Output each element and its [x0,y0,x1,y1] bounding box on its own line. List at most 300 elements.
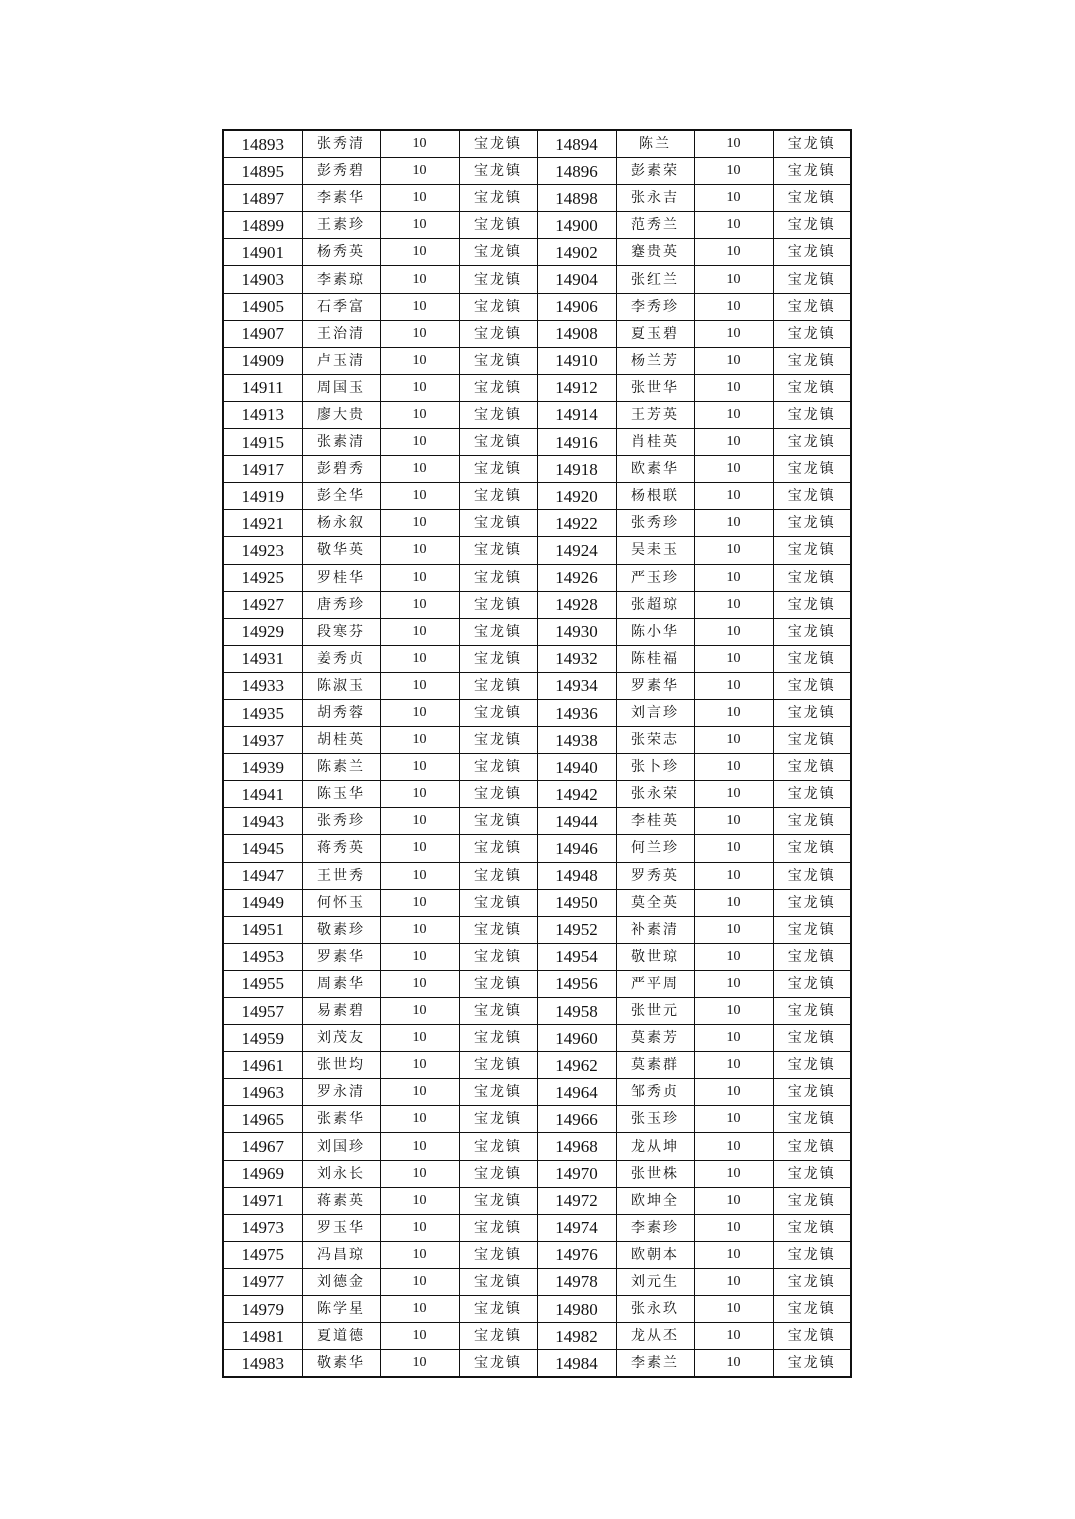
person-name-cell: 刘德金 [302,1268,380,1295]
amount-cell: 10 [380,618,459,645]
record-id-cell: 14982 [537,1323,616,1350]
person-name-cell: 李素兰 [616,1350,694,1378]
record-id-cell: 14974 [537,1214,616,1241]
amount-cell: 10 [694,130,773,158]
person-name-cell: 罗玉华 [302,1214,380,1241]
record-id-cell: 14950 [537,889,616,916]
amount-cell: 10 [380,1160,459,1187]
town-name-cell: 宝龙镇 [459,943,537,970]
record-id-cell: 14927 [223,591,302,618]
town-name-cell: 宝龙镇 [459,781,537,808]
town-name-cell: 宝龙镇 [773,645,851,672]
table-row [223,998,851,1025]
amount-cell: 10 [694,510,773,537]
table-row [223,130,851,158]
town-name-cell: 宝龙镇 [773,1241,851,1268]
record-id-cell: 14964 [537,1079,616,1106]
town-name-cell: 宝龙镇 [459,320,537,347]
amount-cell: 10 [380,1133,459,1160]
record-id-cell: 14902 [537,239,616,266]
person-name-cell: 易素碧 [302,998,380,1025]
amount-cell: 10 [380,1268,459,1295]
amount-cell: 10 [694,998,773,1025]
person-name-cell: 敬世琼 [616,943,694,970]
person-name-cell: 杨秀英 [302,239,380,266]
record-id-cell: 14930 [537,618,616,645]
record-id-cell: 14962 [537,1052,616,1079]
table-row [223,1106,851,1133]
table-row [223,374,851,401]
record-id-cell: 14956 [537,970,616,997]
person-name-cell: 严平周 [616,970,694,997]
person-name-cell: 罗素华 [302,943,380,970]
person-name-cell: 王治清 [302,320,380,347]
amount-cell: 10 [694,672,773,699]
person-name-cell: 张永荣 [616,781,694,808]
town-name-cell: 宝龙镇 [459,293,537,320]
amount-cell: 10 [380,862,459,889]
person-name-cell: 莫素群 [616,1052,694,1079]
record-id-cell: 14966 [537,1106,616,1133]
record-id-cell: 14983 [223,1350,302,1378]
town-name-cell: 宝龙镇 [459,1350,537,1378]
person-name-cell: 彭全华 [302,483,380,510]
table-row [223,1241,851,1268]
table-row [223,158,851,185]
amount-cell: 10 [694,1323,773,1350]
town-name-cell: 宝龙镇 [773,1214,851,1241]
table-row [223,618,851,645]
record-id-cell: 14945 [223,835,302,862]
person-name-cell: 周素华 [302,970,380,997]
amount-cell: 10 [380,320,459,347]
person-name-cell: 陈桂福 [616,645,694,672]
amount-cell: 10 [380,1350,459,1378]
person-name-cell: 姜秀贞 [302,645,380,672]
record-id-cell: 14960 [537,1025,616,1052]
town-name-cell: 宝龙镇 [459,1133,537,1160]
person-name-cell: 敬素华 [302,1350,380,1378]
person-name-cell: 石季富 [302,293,380,320]
table-row [223,456,851,483]
town-name-cell: 宝龙镇 [773,374,851,401]
amount-cell: 10 [380,1323,459,1350]
person-name-cell: 陈小华 [616,618,694,645]
town-name-cell: 宝龙镇 [773,564,851,591]
table-row [223,185,851,212]
town-name-cell: 宝龙镇 [773,835,851,862]
amount-cell: 10 [380,158,459,185]
town-name-cell: 宝龙镇 [773,889,851,916]
amount-cell: 10 [694,1268,773,1295]
record-id-cell: 14944 [537,808,616,835]
table-row [223,320,851,347]
town-name-cell: 宝龙镇 [773,1296,851,1323]
person-name-cell: 彭秀碧 [302,158,380,185]
person-name-cell: 刘元生 [616,1268,694,1295]
town-name-cell: 宝龙镇 [773,266,851,293]
person-name-cell: 张荣志 [616,727,694,754]
amount-cell: 10 [694,1296,773,1323]
amount-cell: 10 [380,374,459,401]
table-row [223,862,851,889]
amount-cell: 10 [694,537,773,564]
town-name-cell: 宝龙镇 [459,672,537,699]
record-id-cell: 14957 [223,998,302,1025]
record-id-cell: 14938 [537,727,616,754]
table-row [223,1268,851,1295]
amount-cell: 10 [694,374,773,401]
record-id-cell: 14965 [223,1106,302,1133]
person-name-cell: 蒋秀英 [302,835,380,862]
amount-cell: 10 [380,1241,459,1268]
table-row [223,916,851,943]
amount-cell: 10 [694,1025,773,1052]
town-name-cell: 宝龙镇 [773,239,851,266]
amount-cell: 10 [380,239,459,266]
amount-cell: 10 [694,1241,773,1268]
person-name-cell: 刘国珍 [302,1133,380,1160]
amount-cell: 10 [694,429,773,456]
record-id-cell: 14972 [537,1187,616,1214]
person-name-cell: 张永吉 [616,185,694,212]
amount-cell: 10 [694,320,773,347]
town-name-cell: 宝龙镇 [459,510,537,537]
town-name-cell: 宝龙镇 [773,510,851,537]
town-name-cell: 宝龙镇 [773,456,851,483]
amount-cell: 10 [694,564,773,591]
town-name-cell: 宝龙镇 [773,212,851,239]
table-row [223,808,851,835]
amount-cell: 10 [694,1079,773,1106]
record-id-cell: 14939 [223,754,302,781]
person-name-cell: 杨根联 [616,483,694,510]
amount-cell: 10 [380,1296,459,1323]
roster-body [223,130,851,1377]
town-name-cell: 宝龙镇 [459,483,537,510]
town-name-cell: 宝龙镇 [773,347,851,374]
person-name-cell: 张玉珍 [616,1106,694,1133]
amount-cell: 10 [380,266,459,293]
town-name-cell: 宝龙镇 [459,645,537,672]
record-id-cell: 14920 [537,483,616,510]
record-id-cell: 14969 [223,1160,302,1187]
person-name-cell: 邹秀贞 [616,1079,694,1106]
table-row [223,401,851,428]
table-row [223,727,851,754]
person-name-cell: 陈淑玉 [302,672,380,699]
town-name-cell: 宝龙镇 [773,808,851,835]
town-name-cell: 宝龙镇 [459,916,537,943]
record-id-cell: 14978 [537,1268,616,1295]
record-id-cell: 14919 [223,483,302,510]
person-name-cell: 王世秀 [302,862,380,889]
record-id-cell: 14941 [223,781,302,808]
amount-cell: 10 [380,429,459,456]
town-name-cell: 宝龙镇 [459,212,537,239]
amount-cell: 10 [380,591,459,618]
town-name-cell: 宝龙镇 [773,1079,851,1106]
table-row [223,564,851,591]
amount-cell: 10 [380,1187,459,1214]
record-id-cell: 14970 [537,1160,616,1187]
table-row [223,781,851,808]
town-name-cell: 宝龙镇 [459,158,537,185]
record-id-cell: 14910 [537,347,616,374]
town-name-cell: 宝龙镇 [773,672,851,699]
record-id-cell: 14940 [537,754,616,781]
amount-cell: 10 [380,889,459,916]
record-id-cell: 14968 [537,1133,616,1160]
record-id-cell: 14975 [223,1241,302,1268]
table-row [223,293,851,320]
person-name-cell: 严玉珍 [616,564,694,591]
town-name-cell: 宝龙镇 [773,862,851,889]
town-name-cell: 宝龙镇 [459,1296,537,1323]
person-name-cell: 李素琼 [302,266,380,293]
record-id-cell: 14953 [223,943,302,970]
table-row [223,699,851,726]
town-name-cell: 宝龙镇 [459,1187,537,1214]
person-name-cell: 张秀清 [302,130,380,158]
table-row [223,672,851,699]
town-name-cell: 宝龙镇 [773,1025,851,1052]
amount-cell: 10 [380,943,459,970]
record-id-cell: 14923 [223,537,302,564]
amount-cell: 10 [694,185,773,212]
town-name-cell: 宝龙镇 [459,618,537,645]
town-name-cell: 宝龙镇 [459,1079,537,1106]
person-name-cell: 欧朝本 [616,1241,694,1268]
table-row [223,1133,851,1160]
town-name-cell: 宝龙镇 [773,943,851,970]
record-id-cell: 14961 [223,1052,302,1079]
amount-cell: 10 [694,699,773,726]
amount-cell: 10 [694,1106,773,1133]
person-name-cell: 莫全英 [616,889,694,916]
person-name-cell: 补素清 [616,916,694,943]
record-id-cell: 14907 [223,320,302,347]
amount-cell: 10 [380,401,459,428]
amount-cell: 10 [694,293,773,320]
person-name-cell: 欧坤全 [616,1187,694,1214]
record-id-cell: 14979 [223,1296,302,1323]
record-id-cell: 14963 [223,1079,302,1106]
record-id-cell: 14911 [223,374,302,401]
person-name-cell: 刘言珍 [616,699,694,726]
person-name-cell: 张世均 [302,1052,380,1079]
town-name-cell: 宝龙镇 [773,699,851,726]
town-name-cell: 宝龙镇 [459,754,537,781]
person-name-cell: 欧素华 [616,456,694,483]
amount-cell: 10 [380,808,459,835]
town-name-cell: 宝龙镇 [773,618,851,645]
person-name-cell: 夏道德 [302,1323,380,1350]
town-name-cell: 宝龙镇 [773,970,851,997]
record-id-cell: 14931 [223,645,302,672]
table-row [223,429,851,456]
town-name-cell: 宝龙镇 [773,429,851,456]
town-name-cell: 宝龙镇 [773,1106,851,1133]
amount-cell: 10 [694,1133,773,1160]
amount-cell: 10 [694,1350,773,1378]
amount-cell: 10 [380,1079,459,1106]
town-name-cell: 宝龙镇 [773,727,851,754]
record-id-cell: 14929 [223,618,302,645]
town-name-cell: 宝龙镇 [459,1214,537,1241]
person-name-cell: 卢玉清 [302,347,380,374]
record-id-cell: 14904 [537,266,616,293]
amount-cell: 10 [694,212,773,239]
record-id-cell: 14916 [537,429,616,456]
record-id-cell: 14908 [537,320,616,347]
amount-cell: 10 [694,781,773,808]
amount-cell: 10 [380,185,459,212]
table-row [223,1214,851,1241]
town-name-cell: 宝龙镇 [459,374,537,401]
town-name-cell: 宝龙镇 [459,429,537,456]
town-name-cell: 宝龙镇 [459,1241,537,1268]
amount-cell: 10 [694,862,773,889]
record-id-cell: 14899 [223,212,302,239]
person-name-cell: 龙从丕 [616,1323,694,1350]
amount-cell: 10 [694,1187,773,1214]
amount-cell: 10 [694,591,773,618]
record-id-cell: 14933 [223,672,302,699]
town-name-cell: 宝龙镇 [773,781,851,808]
table-row [223,1160,851,1187]
town-name-cell: 宝龙镇 [773,158,851,185]
table-row [223,537,851,564]
table-row [223,591,851,618]
record-id-cell: 14955 [223,970,302,997]
record-id-cell: 14893 [223,130,302,158]
person-name-cell: 夏玉碧 [616,320,694,347]
record-id-cell: 14901 [223,239,302,266]
town-name-cell: 宝龙镇 [459,185,537,212]
amount-cell: 10 [380,293,459,320]
record-id-cell: 14894 [537,130,616,158]
person-name-cell: 肖桂英 [616,429,694,456]
town-name-cell: 宝龙镇 [459,456,537,483]
person-name-cell: 陈素兰 [302,754,380,781]
table-row [223,1323,851,1350]
record-id-cell: 14935 [223,699,302,726]
record-id-cell: 14917 [223,456,302,483]
record-id-cell: 14973 [223,1214,302,1241]
person-name-cell: 罗素华 [616,672,694,699]
record-id-cell: 14915 [223,429,302,456]
record-id-cell: 14954 [537,943,616,970]
table-row [223,483,851,510]
town-name-cell: 宝龙镇 [459,591,537,618]
town-name-cell: 宝龙镇 [773,401,851,428]
table-row [223,645,851,672]
person-name-cell: 张永玖 [616,1296,694,1323]
record-id-cell: 14946 [537,835,616,862]
person-name-cell: 陈玉华 [302,781,380,808]
amount-cell: 10 [694,401,773,428]
amount-cell: 10 [694,916,773,943]
record-id-cell: 14909 [223,347,302,374]
town-name-cell: 宝龙镇 [459,239,537,266]
table-row [223,239,851,266]
record-id-cell: 14898 [537,185,616,212]
town-name-cell: 宝龙镇 [459,1323,537,1350]
town-name-cell: 宝龙镇 [459,266,537,293]
person-name-cell: 吴耒玉 [616,537,694,564]
record-id-cell: 14926 [537,564,616,591]
town-name-cell: 宝龙镇 [459,347,537,374]
amount-cell: 10 [380,699,459,726]
town-name-cell: 宝龙镇 [773,1052,851,1079]
person-name-cell: 张素清 [302,429,380,456]
person-name-cell: 彭碧秀 [302,456,380,483]
person-name-cell: 蒋素英 [302,1187,380,1214]
record-id-cell: 14897 [223,185,302,212]
amount-cell: 10 [380,781,459,808]
person-name-cell: 罗秀英 [616,862,694,889]
person-name-cell: 张秀珍 [616,510,694,537]
town-name-cell: 宝龙镇 [773,916,851,943]
person-name-cell: 敬素珍 [302,916,380,943]
person-name-cell: 陈兰 [616,130,694,158]
record-id-cell: 14906 [537,293,616,320]
record-id-cell: 14934 [537,672,616,699]
person-name-cell: 刘永长 [302,1160,380,1187]
table-row [223,1079,851,1106]
amount-cell: 10 [694,1052,773,1079]
amount-cell: 10 [694,483,773,510]
town-name-cell: 宝龙镇 [459,808,537,835]
town-name-cell: 宝龙镇 [459,699,537,726]
person-name-cell: 唐秀珍 [302,591,380,618]
person-name-cell: 李素华 [302,185,380,212]
town-name-cell: 宝龙镇 [459,1052,537,1079]
town-name-cell: 宝龙镇 [459,564,537,591]
person-name-cell: 王素珍 [302,212,380,239]
town-name-cell: 宝龙镇 [459,862,537,889]
person-name-cell: 张世株 [616,1160,694,1187]
amount-cell: 10 [380,645,459,672]
record-id-cell: 14914 [537,401,616,428]
town-name-cell: 宝龙镇 [773,483,851,510]
amount-cell: 10 [380,456,459,483]
table-row [223,1187,851,1214]
person-name-cell: 杨兰芳 [616,347,694,374]
record-id-cell: 14913 [223,401,302,428]
town-name-cell: 宝龙镇 [773,591,851,618]
record-id-cell: 14924 [537,537,616,564]
amount-cell: 10 [380,835,459,862]
amount-cell: 10 [694,456,773,483]
town-name-cell: 宝龙镇 [773,185,851,212]
town-name-cell: 宝龙镇 [773,1350,851,1378]
record-id-cell: 14949 [223,889,302,916]
person-name-cell: 张世元 [616,998,694,1025]
town-name-cell: 宝龙镇 [459,1106,537,1133]
town-name-cell: 宝龙镇 [459,1025,537,1052]
record-id-cell: 14947 [223,862,302,889]
amount-cell: 10 [694,727,773,754]
town-name-cell: 宝龙镇 [773,1323,851,1350]
record-id-cell: 14981 [223,1323,302,1350]
roster-table [222,129,852,1378]
record-id-cell: 14951 [223,916,302,943]
amount-cell: 10 [380,754,459,781]
amount-cell: 10 [694,645,773,672]
amount-cell: 10 [380,483,459,510]
